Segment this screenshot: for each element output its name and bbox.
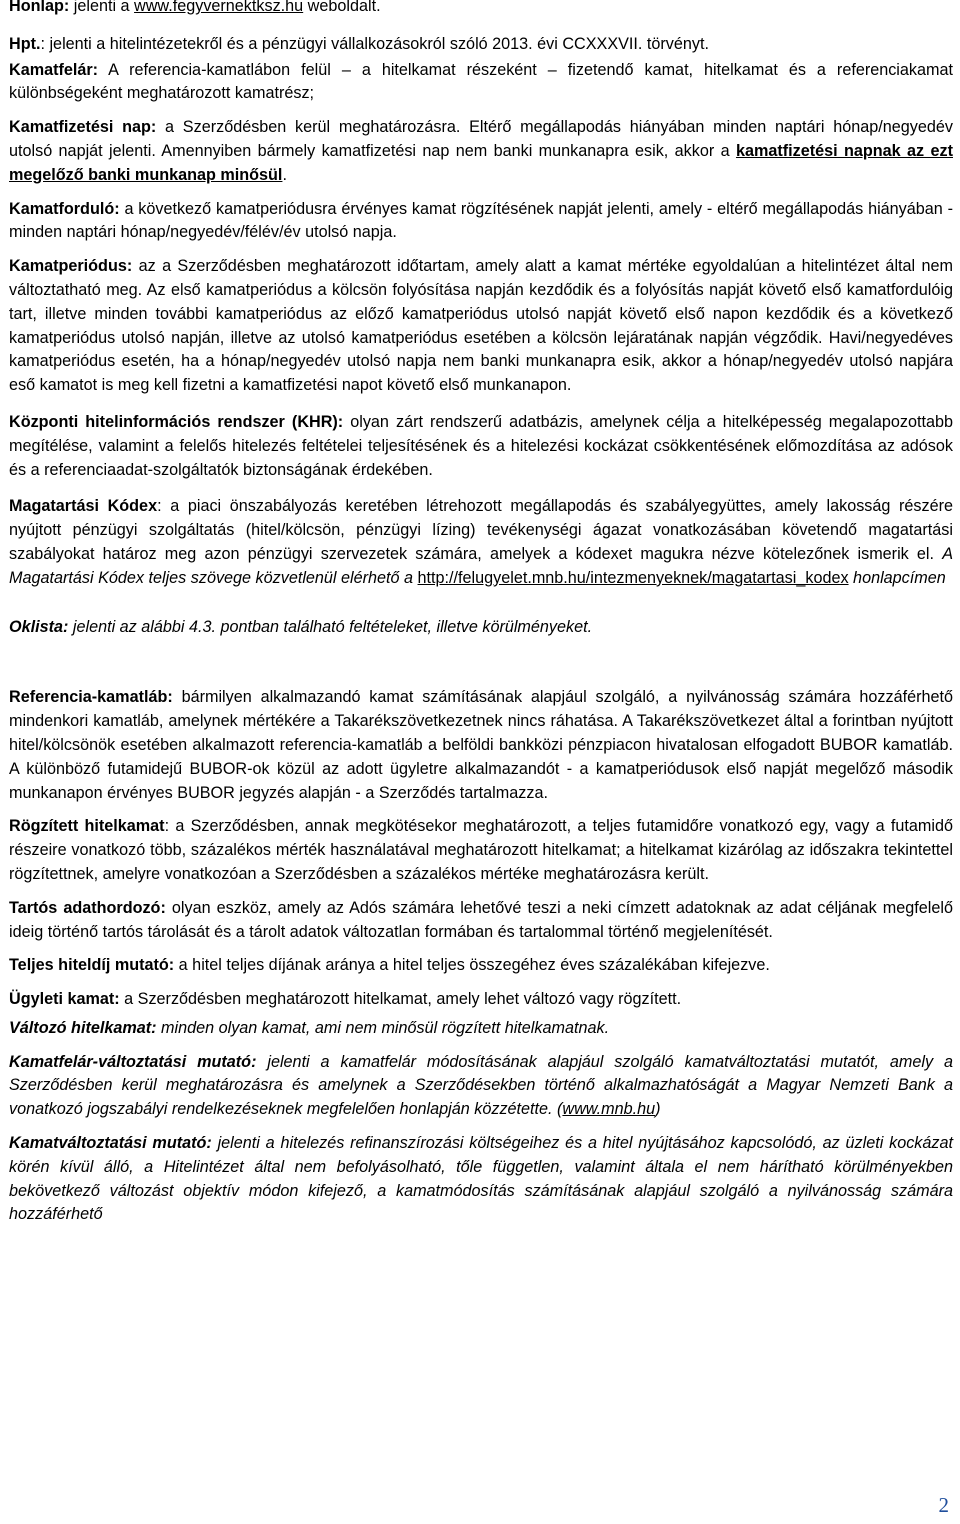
term-honlap: Honlap: [9, 0, 70, 15]
page-number: 2 [938, 1493, 949, 1518]
definition-kamatperiodus [9, 255, 953, 398]
definition-kamatfelar-valtoztatasi [9, 1051, 953, 1122]
definition-honlap [9, 0, 953, 19]
website-link[interactable]: www.fegyvernektksz.hu [134, 0, 304, 15]
definition-text: a Szerződésben meghatározott hitelkamat, amely lehet változó vagy rögzített. [119, 990, 682, 1009]
definition-text: a Szerződésben kerül meghatározásra. Eltérő megállapodás hiányában minden naptári hónap/negyedév utolsó napját jelenti. Amennyiben bármely kamatfizetési nap nem banki munkanapra esik, akkor a [9, 118, 953, 160]
definition-text: minden olyan kamat, ami nem minősül rögzített hitelkamatnak. [156, 1018, 610, 1037]
definition-text: jelenti a hitelezés refinanszírozási költségeihez és a hitel nyújtásához kapcsolódó, az üzleti kockázat körén kívül álló, a Hitelintézet által nem befolyásolható, tőle független, valamint általa el nem hárítható körülményekben bekövetkező változást objektív módon kifejező, a kamatmódosítás számításának alapjául szolgáló a nyilvánosság számára hozzáférhető [9, 1134, 953, 1224]
definition-text: a következő kamatperiódusra érvényes kamat rögzítésének napját jelenti, amely - eltérő megállapodás hiányában - minden naptári hónap/negyedév/félév/év utolsó napja. [9, 199, 953, 242]
term-referencia-kamatlab: Referencia-kamatláb: [9, 688, 173, 707]
term-tartos-adathordozo: Tartós adathordozó: [9, 898, 166, 917]
emphasis-text: kamatfizetési napnak az ezt megelőző banki munkanap minősül [9, 141, 953, 184]
term-thm: Teljes hiteldíj mutató: [9, 956, 175, 975]
mnb-link[interactable]: www.mnb.hu [562, 1100, 656, 1119]
definition-text: jelenti a kamatfelár módosításának alapjául szolgáló kamatváltoztatási mutatót, amely a Szerződésben kerül meghatározásra és amelynek a Szerződésekben történő alkalmazhatóságát a Magyar Nemzeti Bank a vonatkozó jogszabályi rendelkezéseknek megfelelően honlapján közzétette. ( [9, 1052, 953, 1119]
term-kamatfelar-valtoztatasi: Kamatfelár-változtatási mutató: [9, 1052, 257, 1071]
kodex-link[interactable]: http://felugyelet.mnb.hu/intezmenyeknek/magatartasi_kodex [417, 568, 849, 587]
definition-text-italic: honlapcímen [848, 568, 946, 587]
definition-text: ) [655, 1100, 661, 1119]
definition-text: . [282, 165, 287, 184]
definition-khr [9, 411, 953, 482]
definition-valtozo-hitelkamat [9, 1017, 953, 1041]
definition-text: olyan zárt rendszerű adatbázis, amelynek célja a hitelképesség megalapozottabb megítélése, valamint a felelős hitelezés feltételei teljesítésének és a hitelezési kockázat csökkentésének előmozdítása az adósok és a referenciaadat-szolgáltatók biztonságának érdekében. [9, 412, 953, 479]
definition-kamatvaltoztatasi [9, 1132, 953, 1227]
definition-text-italic: A Magatartási Kódex teljes szövege közvetlenül elérhető a [9, 544, 953, 587]
term-kamatfelar: Kamatfelár: [9, 60, 99, 79]
term-oklista: Oklista: [9, 617, 69, 636]
term-ugyleti-kamat: Ügyleti kamat: [9, 990, 120, 1009]
term-kamatvaltoztatasi: Kamatváltoztatási mutató: [9, 1134, 212, 1153]
definition-text: jelenti a [69, 0, 135, 15]
definition-text: jelenti az alábbi 4.3. pontban található feltételeket, illetve körülményeket. [68, 617, 593, 636]
definition-kamatfelar [9, 59, 953, 107]
definition-thm [9, 954, 953, 978]
definition-text: weboldalt. [303, 0, 381, 15]
definition-text: : a piaci önszabályozás keretében létrehozott megállapodás és szabályegyüttes, amely lakosság részére nyújtott pénzügyi szolgáltatás (hitel/kölcsön, pénzügyi lízing) tevékenységi ágazat vonatkozásában követendő magatartási szabályokat határoz meg azon pénzügyi szervezetek számára, amelyek a kódexet magukra nézve kötelezőnek ismerik el. [9, 497, 953, 563]
definition-oklista [9, 616, 953, 640]
definition-text: : jelenti a hitelintézetekről és a pénzügyi vállalkozásokról szóló 2013. évi CCXXXVII. törvényt. [40, 34, 709, 53]
definition-text: A referencia-kamatlábon felül – a hitelkamat részeként – fizetendő kamat, hitelkamat és a referenciakamat különbségeként meghatározott kamatrész; [9, 60, 953, 103]
definition-text: a hitel teljes díjának aránya a hitel teljes összegéhez éves százalékában kifejezve. [174, 956, 770, 975]
term-valtozo-hitelkamat: Változó hitelkamat: [9, 1018, 157, 1037]
definition-tartos-adathordozo [9, 897, 953, 945]
definition-kamatfordulo [9, 198, 953, 246]
term-magatartasi-kodex: Magatartási Kódex [9, 497, 158, 516]
definition-rogzitett-hitelkamat [9, 815, 953, 886]
definition-text: : a Szerződésben, annak megkötésekor meghatározott, a teljes futamidőre vonatkozó egy, vagy a futamidő részeire vonatkozó több, százalékos mérték használatával meghatározott hitelkamat; a hitelkamat kizárólag az időszakra tekintettel rögzítettnek, amelyre vonatkozóan a Szerződésben a százalékos mértéke meghatározásra került. [9, 817, 953, 883]
definition-magatartasi-kodex [9, 495, 953, 590]
term-khr: Központi hitelinformációs rendszer (KHR): [9, 412, 344, 431]
definition-hpt [9, 33, 953, 57]
term-rogzitett-hitelkamat: Rögzített hitelkamat [9, 817, 165, 836]
term-kamatperiodus: Kamatperiódus: [9, 257, 133, 276]
term-hpt: Hpt. [9, 34, 41, 53]
definition-text: az a Szerződésben meghatározott időtartam, amely alatt a kamat mértéke egyoldalúan a hitelintézet által nem változtatható meg. Az első kamatperiódus a kölcsön folyósítása napján kezdődik és a folyósítás napját követő első kamatfordulóig tart, illetve minden további kamatperiódus az előző kamatperiódus utolsó napját követő első napon kezdődik és a következő kamatperiódus utolsó napján, illetve az utolsó kamatperiódus esetében a kölcsön lejáratának napján végződik. Havi/negyedéves kamatperiódus esetén, ha a hónap/negyedév utolsó napja nem banki munkanapra esik, akkor a hónap/negyedév utolsó napjára eső kamatot is meg kell fizetni a kamatfizetési napot követő első munkanapon. [9, 257, 953, 395]
term-kamatfordulo: Kamatforduló: [9, 199, 120, 218]
definition-text: olyan eszköz, amely az Adós számára lehetővé teszi a neki címzett adatoknak az adat céljának megfelelő ideig történő tartós tárolását és a tárolt adatok változatlan formában és tartalommal történő megjelenítését. [9, 898, 953, 941]
term-kamatfizetesi-nap: Kamatfizetési nap: [9, 118, 157, 137]
definition-kamatfizetesi-nap [9, 116, 953, 187]
definition-text: bármilyen alkalmazandó kamat számításának alapjául szolgáló, a nyilvánosság számára hozzáférhető mindenkori kamatláb, amelynek mértékére a Takarékszövetkezetnek nincs ráhatása. A Takarékszövetkezet által a forintban nyújtott hitel/kölcsönök esetében alkalmazott referencia-kamatláb a belföldi bankközi pénzpiacon hivatalosan elfogadott BUBOR kamatláb. A különböző futamidejű BUBOR-ok közül az adott ügyletre alkalmazandót - a kamatperiódusok első napját megelőző második munkanapon érvényes BUBOR jegyzés alapján - a Szerződés tartalmazza. [9, 688, 953, 802]
definition-ugyleti-kamat [9, 988, 953, 1012]
definition-referencia-kamatlab [9, 686, 953, 805]
